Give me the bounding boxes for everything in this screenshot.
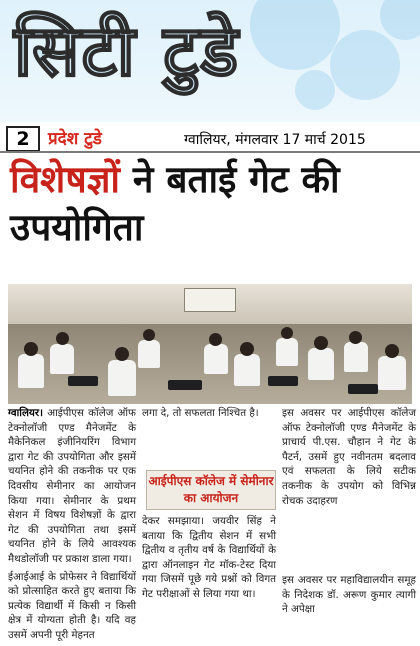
- article-column-2-continued: [142, 514, 276, 605]
- article-paragraph: ईआईआई के प्रोफेसर ने विद्यार्थियों को प्रोत्साहित करते हुए बताया कि प्रत्येक विद्यार्थी में किसी न किसी क्षेत्र में योग्यता होती है। यदि वह उसमें अपनी पूरी मेहनत: [8, 570, 136, 641]
- photo-student: [108, 360, 136, 396]
- section-name: प्रदेश टुडे: [48, 129, 102, 149]
- headline-accent: विशेषज्ञों: [10, 158, 121, 201]
- photo-desk: [168, 380, 202, 390]
- article-dateline: ग्वालियर।: [8, 407, 44, 419]
- photo-student-head: [209, 333, 222, 346]
- photo-student-head: [281, 327, 293, 339]
- photo-student: [276, 338, 298, 366]
- decorative-bubble: [250, 0, 340, 70]
- decorative-bubble: [295, 70, 335, 110]
- decorative-bubble: [330, 30, 400, 100]
- article-column-3: [282, 406, 416, 511]
- photo-student-head: [24, 342, 38, 356]
- article-column-1: [8, 406, 136, 646]
- photo-student-head: [385, 344, 399, 358]
- photo-student: [18, 354, 44, 388]
- dateline: ग्वालियर, मंगलवार 17 मार्च 2015: [184, 132, 366, 148]
- pull-quote: आईपीएस कॉलेज में सेमीनार का आयोजन: [146, 470, 276, 510]
- photo-student: [204, 344, 228, 374]
- masthead-title: सिटी टुडे: [14, 10, 240, 92]
- date-strip: [0, 126, 420, 152]
- page-number: 2: [6, 126, 40, 152]
- article-column-2: [142, 406, 276, 424]
- article-text: आईपीएस कॉलेज ऑफ टेक्नोलॉजी एण्ड मैनेजमेंट के मैकेनिकल इंजीनियरिंग विभाग द्वारा गेट की उपयोगिता और इसमें चयनित होने की तकनीक पर एक दिवसीय सेमीनार का आयोजन किया गया। सेमीनार के प्रथम सेशन में विषय विशेषज्ञों के द्वारा गेट की उपयोगिता तथा इसमें चयनित होने के लिये आवश्यक मैथडोलॉजी पर प्रकाश डाला गया।: [8, 407, 136, 565]
- photo-student-head: [115, 347, 129, 361]
- masthead-banner: [0, 0, 420, 122]
- article-column-3-continued: [282, 573, 416, 620]
- photo-student: [378, 356, 406, 390]
- article-paragraph: इस अवसर पर महाविद्यालयीन समूह के निदेशक डॉ. अरूण कुमार त्यागी ने अपेक्षा: [282, 574, 416, 616]
- article-paragraph: इस अवसर पर आईपीएस कॉलेज ऑफ टेक्नोलॉजी एण्ड मैनेजमेंट के प्राचार्य पी.एस. चौहान ने गेट के पैटर्न, उसमें हुए नवीनतम बदलाव एवं सफलता के लिये सटीक तकनीक के उपयोग को विभिन्न रोचक उदाहरण: [282, 407, 416, 507]
- photo-student: [344, 342, 368, 372]
- photo-student-head: [143, 329, 155, 341]
- photo-desk: [68, 376, 98, 386]
- divider: [0, 151, 420, 153]
- photo-desk: [348, 384, 378, 394]
- photo-student-head: [349, 331, 362, 344]
- photo-projector-screen: [184, 288, 236, 312]
- article-paragraph: लगा दे, तो सफलता निश्चित है।: [142, 407, 259, 419]
- article-paragraph: देकर समझाया। जयवीर सिंह ने बताया कि द्वितीय सेशन में सभी द्वितीय व तृतीय वर्ष के विद्यार्थियों के द्वारा ऑनलाइन गेट मॉक-टेस्ट दिया गया जिसमें पूछे गये प्रश्नों को विगत गेट परीक्षाओं से लिया गया था।: [142, 515, 276, 600]
- photo-student: [308, 348, 334, 380]
- decorative-bubble: [380, 0, 420, 40]
- photo-student-head: [56, 332, 69, 345]
- headline-rest: ने बताई गेट की उपयोगिता: [10, 158, 340, 249]
- photo-student: [50, 344, 74, 374]
- photo-desk: [268, 376, 298, 386]
- photo-student: [138, 340, 160, 368]
- headline: [10, 156, 420, 252]
- seminar-photo: [8, 284, 412, 404]
- article-paragraph: [8, 406, 136, 567]
- photo-student-head: [240, 342, 254, 356]
- photo-student: [234, 354, 260, 386]
- photo-student-head: [314, 336, 328, 350]
